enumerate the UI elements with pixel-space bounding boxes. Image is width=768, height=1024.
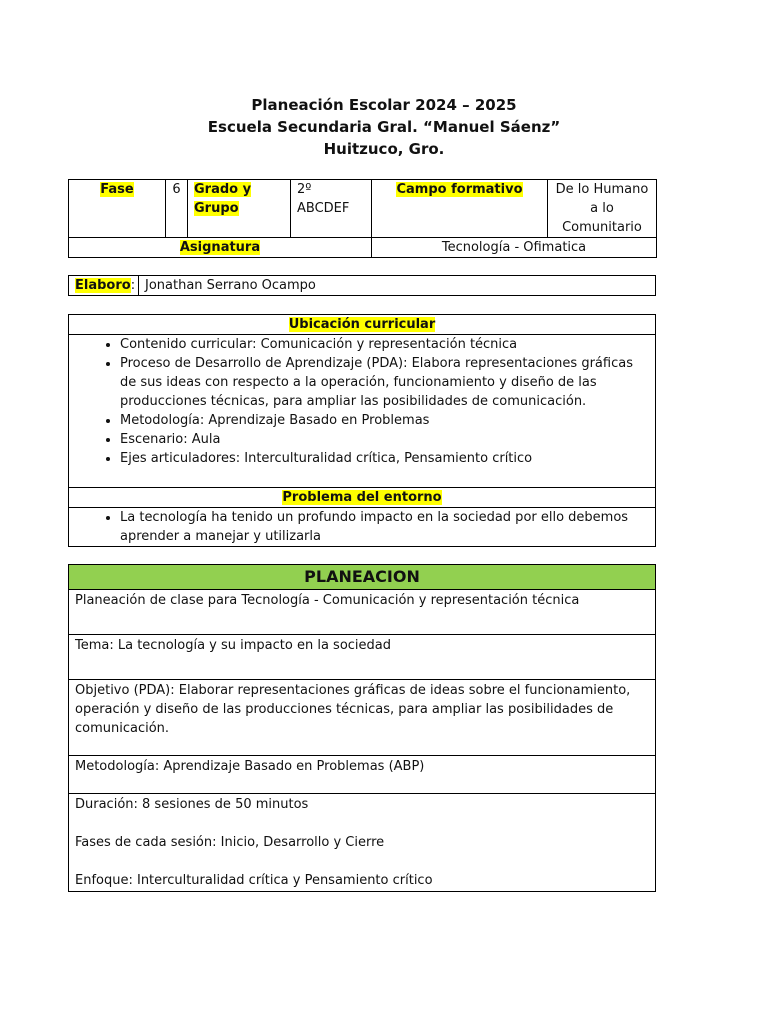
- asignatura-value: Tecnología - Ofimatica: [372, 238, 657, 258]
- grado-label-cell: [188, 180, 291, 238]
- planeacion-table: [68, 564, 656, 892]
- planeacion-duracion: Duración: 8 sesiones de 50 minutos: [75, 797, 309, 812]
- planeacion-objetivo: Objetivo (PDA): Elaborar representaciones gráficas de ideas sobre el funcionamiento, operación y diseño de las producciones técnicas, para ampliar las posibilidades de comunicación.: [69, 680, 656, 756]
- planeacion-detalles: [69, 794, 656, 892]
- elaboro-value: Jonathan Serrano Ocampo: [139, 276, 656, 296]
- campo-value: De lo Humano a lo Comunitario: [548, 180, 657, 238]
- ubicacion-title: Ubicación curricular: [288, 317, 436, 332]
- asignatura-label: Asignatura: [179, 240, 261, 255]
- document-header: [0, 94, 768, 160]
- list-item: • La tecnología ha tenido un profundo impacto en la sociedad por ello debemos aprender a manejar y utilizarla: [120, 508, 647, 546]
- elaboro-colon: :: [130, 278, 136, 293]
- header-location: Huitzuco, Gro.: [323, 140, 445, 158]
- info-table: [68, 179, 657, 258]
- planeacion-tema: Tema: La tecnología y su impacto en la sociedad: [69, 635, 656, 680]
- info-row: [69, 180, 657, 238]
- elaboro-table: [68, 275, 656, 296]
- planeacion-title: PLANEACION: [69, 565, 656, 590]
- ubicacion-list: [69, 335, 655, 468]
- grado-label: Grado y Grupo: [194, 182, 252, 216]
- fase-value: 6: [166, 180, 188, 238]
- elaboro-label: Elaboro: [75, 278, 131, 293]
- problema-content: [69, 508, 656, 547]
- list-item: • Ejes articuladores: Interculturalidad crítica, Pensamiento crítico: [120, 449, 647, 468]
- list-item: • Proceso de Desarrollo de Aprendizaje (PDA): Elabora representaciones gráficas de sus ideas con respecto a la operación, funcionamiento y diseño de las producciones técnicas, para ampliar las posibilidades de comunicación.: [120, 354, 647, 411]
- elaboro-row: [69, 276, 656, 296]
- planeacion-metodologia: Metodología: Aprendizaje Basado en Problemas (ABP): [69, 756, 656, 794]
- problema-heading: [69, 488, 656, 508]
- fase-label-cell: [69, 180, 166, 238]
- ubicacion-content: [69, 335, 656, 488]
- planeacion-enfoque: Enfoque: Interculturalidad crítica y Pensamiento crítico: [75, 873, 433, 888]
- grado-value: 2º ABCDEF: [291, 180, 372, 238]
- planeacion-fases: Fases de cada sesión: Inicio, Desarrollo y Cierre: [75, 835, 385, 850]
- ubicacion-heading: [69, 315, 656, 335]
- list-item: • Contenido curricular: Comunicación y representación técnica: [120, 335, 647, 354]
- list-item: • Escenario: Aula: [120, 430, 647, 449]
- planeacion-clase: Planeación de clase para Tecnología - Comunicación y representación técnica: [69, 590, 656, 635]
- problema-list: [69, 508, 655, 546]
- campo-label: Campo formativo: [396, 182, 523, 197]
- ubicacion-table: [68, 314, 656, 547]
- asignatura-row: [69, 238, 657, 258]
- asignatura-label-cell: [69, 238, 372, 258]
- list-item: • Metodología: Aprendizaje Basado en Problemas: [120, 411, 647, 430]
- problema-title: Problema del entorno: [282, 490, 442, 505]
- fase-label: Fase: [100, 182, 134, 197]
- header-title: Planeación Escolar 2024 – 2025: [251, 96, 517, 114]
- header-school: Escuela Secundaria Gral. “Manuel Sáenz”: [207, 118, 561, 136]
- elaboro-label-cell: [69, 276, 139, 296]
- campo-label-cell: [372, 180, 548, 238]
